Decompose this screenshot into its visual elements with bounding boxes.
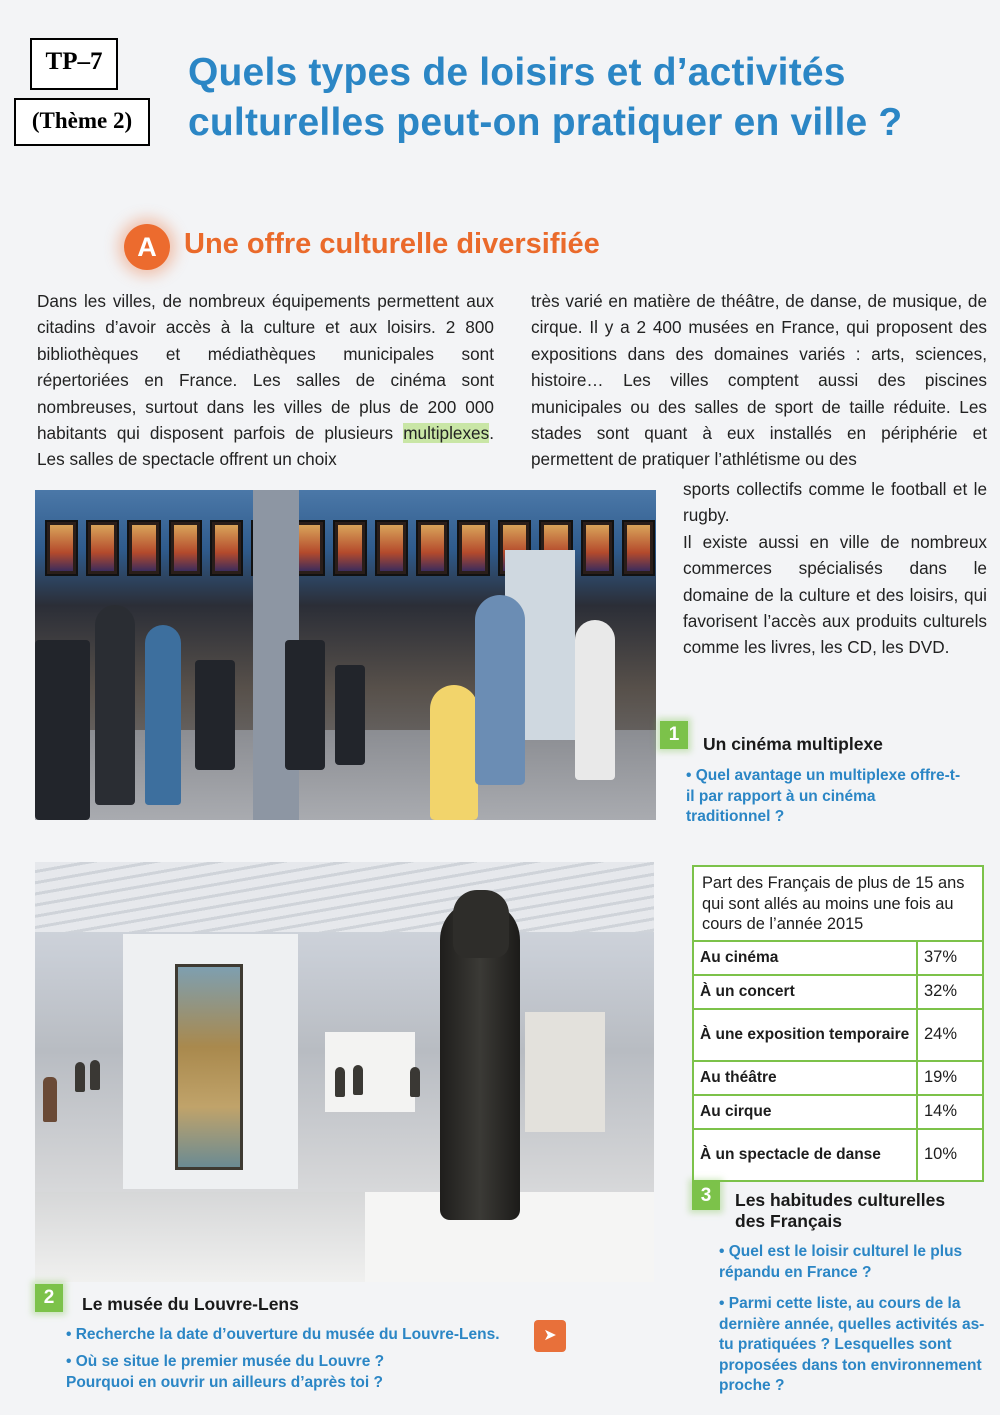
doc3-title-line2: des Français (735, 1211, 842, 1231)
intro-paragraph-right-continued (683, 476, 987, 661)
table-row (693, 1129, 983, 1181)
intro-paragraph-left (37, 288, 494, 473)
page-title (188, 48, 978, 148)
intro-right-text: très varié en matière de théâtre, de danse, de musique, de cirque. Il y a 2 400 musées en France, qui proposent des expositions dans des domaines variés : arts, sciences, histoire… Les villes comptent aussi des piscines municipales ou des salles de sport de taille réduite. Les stades sont quant à eux installés en périphérie et permettent de pratiquer l’athlétisme ou des (531, 291, 987, 470)
table-row-label: À un concert (693, 975, 917, 1009)
table-row-value: 24% (917, 1009, 983, 1061)
table-row (693, 1009, 983, 1061)
table-row-label: À une exposition temporaire (693, 1009, 917, 1061)
intro-left-text: Dans les villes, de nombreux équipements permettent aux citadins d’avoir accès à la culture et aux loisirs. 2 800 bibliothèques et médiathèques municipales sont répertoriées en France. Les salles de cinéma sont nombreuses, surtout dans les villes de plus de 200 000 habitants qui disposent parfois de plusieurs (37, 291, 494, 444)
table-row-value: 10% (917, 1129, 983, 1181)
doc3-title-line1: Les habitudes culturelles (735, 1190, 946, 1210)
cultural-habits-table (692, 865, 984, 1182)
doc1-title: Un cinéma multiplexe (703, 734, 883, 754)
table-row-value: 19% (917, 1061, 983, 1095)
doc2-title: Le musée du Louvre-Lens (82, 1294, 299, 1314)
doc2-question2-line1: • Où se situe le premier musée du Louvre ? (66, 1353, 385, 1370)
table-row (693, 941, 983, 975)
intro-paragraph-right (531, 288, 987, 473)
table-row-label: Au cinéma (693, 941, 917, 975)
doc3-title (735, 1190, 945, 1232)
intro-right-text-3: Il existe aussi en ville de nombreux commerces spécialisés dans le domaine de la culture et des loisirs, qui favorisent l’accès aux produits culturels comme les livres, les CD, les DVD. (683, 531, 987, 658)
table-row-value: 37% (917, 941, 983, 975)
table-row-value: 32% (917, 975, 983, 1009)
page-title-line2: culturelles peut-on pratiquer en ville ? (188, 101, 903, 144)
doc1-number: 1 (660, 721, 688, 749)
doc2-question1: • Recherche la date d’ouverture du musée du Louvre-Lens. (66, 1326, 500, 1343)
table-row (693, 975, 983, 1009)
page-title-line1: Quels types de loisirs et d’activités (188, 51, 846, 94)
glossary-term-multiplexes[interactable]: multiplexes (403, 423, 490, 444)
theme-label: (Thème 2) (14, 98, 150, 146)
doc1-question: • Quel avantage un multiplexe offre-t-il par rapport à un cinéma traditionnel ? (686, 767, 961, 825)
table-row (693, 1061, 983, 1095)
table-row-value: 14% (917, 1095, 983, 1129)
table-header: Part des Français de plus de 15 ans qui sont allés au moins une fois au cours de l’année 2015 (693, 866, 983, 941)
doc3-question1: • Quel est le loisir culturel le plus répandu en France ? (719, 1243, 963, 1281)
cinema-multiplex-photo (35, 490, 656, 820)
doc3-question2: • Parmi cette liste, au cours de la dernière année, quelles activités as-tu pratiquées ? Lesquelles sont proposées dans ton environnement proche ? (719, 1295, 985, 1394)
doc2-question2 (66, 1352, 536, 1393)
doc2-number: 2 (35, 1284, 63, 1312)
doc3-number: 3 (692, 1182, 720, 1210)
table-row-label: Au théâtre (693, 1061, 917, 1095)
intro-left-text-end: . Les salles de spectacle offrent un choix (37, 423, 494, 470)
louvre-lens-photo (35, 862, 654, 1282)
section-a-badge: A (124, 224, 170, 270)
table-row-label: Au cirque (693, 1095, 917, 1129)
section-a-title: Une offre culturelle diversifiée (184, 228, 600, 260)
table-row-label: À un spectacle de danse (693, 1129, 917, 1181)
cursor-click-icon[interactable]: ➤ (534, 1320, 566, 1352)
intro-right-text-2: sports collectifs comme le football et le rugby. (683, 479, 987, 526)
table-row (693, 1095, 983, 1129)
tp-label: TP–7 (30, 38, 118, 90)
doc2-question2-line2: Pourquoi en ouvrir un ailleurs d’après toi ? (66, 1373, 383, 1391)
